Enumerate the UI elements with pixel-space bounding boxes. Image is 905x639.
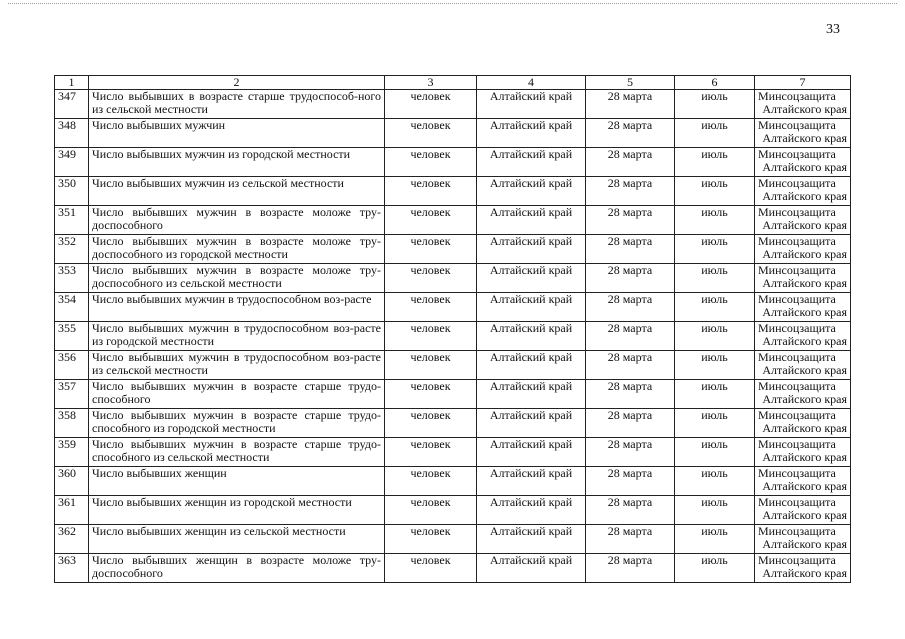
agency-cell — [755, 554, 851, 583]
unit-cell: человек — [385, 496, 477, 525]
period-cell: июль — [675, 119, 755, 148]
row-number: 361 — [55, 496, 89, 525]
date-cell: 28 марта — [586, 322, 675, 351]
agency-line: Алтайского края — [762, 247, 847, 261]
date-cell: 28 марта — [586, 235, 675, 264]
date-cell: 28 марта — [586, 554, 675, 583]
row-number: 363 — [55, 554, 89, 583]
table-row — [55, 380, 851, 409]
indicator-name: Число выбывших мужчин в возрасте моложе тру-доспособного из городской местности — [89, 235, 385, 264]
date-cell: 28 марта — [586, 148, 675, 177]
row-number: 353 — [55, 264, 89, 293]
table-row — [55, 554, 851, 583]
region-cell: Алтайский край — [477, 380, 586, 409]
unit-cell: человек — [385, 467, 477, 496]
column-header: 6 — [675, 76, 755, 90]
indicator-name: Число выбывших мужчин из городской местности — [89, 148, 385, 177]
date-cell: 28 марта — [586, 264, 675, 293]
agency-cell — [755, 148, 851, 177]
indicator-name: Число выбывших мужчин в возрасте старше трудо-способного — [89, 380, 385, 409]
table-row — [55, 90, 851, 119]
row-number: 355 — [55, 322, 89, 351]
indicator-name: Число выбывших мужчин в возрасте старше трудо-способного из сельской местности — [89, 438, 385, 467]
row-number: 352 — [55, 235, 89, 264]
agency-line: Минсоцзащита — [758, 350, 836, 364]
column-header: 5 — [586, 76, 675, 90]
indicator-name: Число выбывших женщин в возрасте моложе тру-доспособного — [89, 554, 385, 583]
date-cell: 28 марта — [586, 206, 675, 235]
row-number: 360 — [55, 467, 89, 496]
agency-cell — [755, 119, 851, 148]
date-cell: 28 марта — [586, 119, 675, 148]
date-cell: 28 марта — [586, 177, 675, 206]
column-header: 7 — [755, 76, 851, 90]
unit-cell: человек — [385, 264, 477, 293]
agency-line: Минсоцзащита — [758, 263, 836, 277]
date-cell: 28 марта — [586, 438, 675, 467]
agency-line: Минсоцзащита — [758, 379, 836, 393]
table-row — [55, 264, 851, 293]
column-header: 1 — [55, 76, 89, 90]
agency-line: Алтайского края — [762, 392, 847, 406]
date-cell: 28 марта — [586, 409, 675, 438]
period-cell: июль — [675, 235, 755, 264]
period-cell: июль — [675, 438, 755, 467]
table-row — [55, 206, 851, 235]
table-row — [55, 119, 851, 148]
region-cell: Алтайский край — [477, 264, 586, 293]
unit-cell: человек — [385, 322, 477, 351]
period-cell: июль — [675, 293, 755, 322]
region-cell: Алтайский край — [477, 119, 586, 148]
row-number: 362 — [55, 525, 89, 554]
table-row — [55, 293, 851, 322]
agency-line: Алтайского края — [762, 276, 847, 290]
agency-line: Алтайского края — [762, 508, 847, 522]
agency-line: Алтайского края — [762, 537, 847, 551]
table-row — [55, 438, 851, 467]
region-cell: Алтайский край — [477, 90, 586, 119]
date-cell: 28 марта — [586, 525, 675, 554]
row-number: 348 — [55, 119, 89, 148]
period-cell: июль — [675, 351, 755, 380]
agency-line: Алтайского края — [762, 334, 847, 348]
agency-cell — [755, 322, 851, 351]
unit-cell: человек — [385, 380, 477, 409]
indicator-name: Число выбывших в возрасте старше трудоспособ-ного из сельской местности — [89, 90, 385, 119]
agency-cell — [755, 177, 851, 206]
indicator-name: Число выбывших мужчин из сельской местности — [89, 177, 385, 206]
agency-line: Алтайского края — [762, 102, 847, 116]
unit-cell: человек — [385, 409, 477, 438]
agency-line: Алтайского края — [762, 479, 847, 493]
indicator-name: Число выбывших мужчин в возрасте моложе тру-доспособного из сельской местности — [89, 264, 385, 293]
table-row — [55, 496, 851, 525]
agency-line: Алтайского края — [762, 450, 847, 464]
region-cell: Алтайский край — [477, 438, 586, 467]
agency-line: Минсоцзащита — [758, 147, 836, 161]
indicator-name: Число выбывших мужчин — [89, 119, 385, 148]
period-cell: июль — [675, 90, 755, 119]
period-cell: июль — [675, 322, 755, 351]
row-number: 351 — [55, 206, 89, 235]
agency-cell — [755, 380, 851, 409]
table-row — [55, 235, 851, 264]
agency-cell — [755, 90, 851, 119]
agency-line: Минсоцзащита — [758, 437, 836, 451]
row-number: 347 — [55, 90, 89, 119]
period-cell: июль — [675, 380, 755, 409]
agency-line: Минсоцзащита — [758, 524, 836, 538]
agency-cell — [755, 438, 851, 467]
table-row — [55, 525, 851, 554]
indicator-name: Число выбывших женщин из городской местности — [89, 496, 385, 525]
region-cell: Алтайский край — [477, 467, 586, 496]
period-cell: июль — [675, 467, 755, 496]
unit-cell: человек — [385, 438, 477, 467]
agency-line: Минсоцзащита — [758, 321, 836, 335]
date-cell: 28 марта — [586, 293, 675, 322]
date-cell: 28 марта — [586, 467, 675, 496]
indicator-name: Число выбывших мужчин в трудоспособном воз-расте из сельской местности — [89, 351, 385, 380]
agency-line: Алтайского края — [762, 218, 847, 232]
unit-cell: человек — [385, 90, 477, 119]
region-cell: Алтайский край — [477, 554, 586, 583]
table-row — [55, 177, 851, 206]
region-cell: Алтайский край — [477, 496, 586, 525]
unit-cell: человек — [385, 554, 477, 583]
period-cell: июль — [675, 148, 755, 177]
agency-line: Алтайского края — [762, 421, 847, 435]
region-cell: Алтайский край — [477, 148, 586, 177]
period-cell: июль — [675, 177, 755, 206]
row-number: 349 — [55, 148, 89, 177]
page-number: 33 — [826, 22, 840, 37]
agency-cell — [755, 235, 851, 264]
date-cell: 28 марта — [586, 380, 675, 409]
agency-line: Алтайского края — [762, 363, 847, 377]
table-row — [55, 322, 851, 351]
indicator-name: Число выбывших мужчин в трудоспособном воз-расте — [89, 293, 385, 322]
agency-line: Минсоцзащита — [758, 292, 836, 306]
indicator-name: Число выбывших мужчин в возрасте старше трудо-способного из городской местности — [89, 409, 385, 438]
region-cell: Алтайский край — [477, 177, 586, 206]
region-cell: Алтайский край — [477, 351, 586, 380]
unit-cell: человек — [385, 177, 477, 206]
agency-line: Минсоцзащита — [758, 495, 836, 509]
agency-line: Алтайского края — [762, 189, 847, 203]
row-number: 357 — [55, 380, 89, 409]
unit-cell: человек — [385, 119, 477, 148]
agency-cell — [755, 351, 851, 380]
row-number: 359 — [55, 438, 89, 467]
period-cell: июль — [675, 409, 755, 438]
agency-line: Минсоцзащита — [758, 205, 836, 219]
unit-cell: человек — [385, 293, 477, 322]
period-cell: июль — [675, 496, 755, 525]
unit-cell: человек — [385, 525, 477, 554]
period-cell: июль — [675, 525, 755, 554]
table-row — [55, 351, 851, 380]
agency-cell — [755, 206, 851, 235]
indicator-name: Число выбывших мужчин в возрасте моложе тру-доспособного — [89, 206, 385, 235]
period-cell: июль — [675, 206, 755, 235]
statistics-table — [54, 75, 851, 583]
date-cell: 28 марта — [586, 496, 675, 525]
date-cell: 28 марта — [586, 351, 675, 380]
unit-cell: человек — [385, 235, 477, 264]
row-number: 356 — [55, 351, 89, 380]
unit-cell: человек — [385, 148, 477, 177]
agency-cell — [755, 293, 851, 322]
agency-line: Минсоцзащита — [758, 234, 836, 248]
table-row — [55, 467, 851, 496]
period-cell: июль — [675, 264, 755, 293]
agency-line: Минсоцзащита — [758, 553, 836, 567]
region-cell: Алтайский край — [477, 322, 586, 351]
agency-line: Минсоцзащита — [758, 408, 836, 422]
indicator-name: Число выбывших женщин из сельской местности — [89, 525, 385, 554]
agency-line: Алтайского края — [762, 160, 847, 174]
column-header: 2 — [89, 76, 385, 90]
unit-cell: человек — [385, 206, 477, 235]
row-number: 358 — [55, 409, 89, 438]
region-cell: Алтайский край — [477, 293, 586, 322]
agency-line: Минсоцзащита — [758, 176, 836, 190]
agency-line: Алтайского края — [762, 566, 847, 580]
agency-cell — [755, 525, 851, 554]
agency-cell — [755, 496, 851, 525]
column-header: 3 — [385, 76, 477, 90]
indicator-name: Число выбывших мужчин в трудоспособном воз-расте из городской местности — [89, 322, 385, 351]
top-rule — [8, 3, 897, 4]
agency-cell — [755, 264, 851, 293]
row-number: 350 — [55, 177, 89, 206]
agency-line: Минсоцзащита — [758, 466, 836, 480]
agency-line: Минсоцзащита — [758, 118, 836, 132]
agency-line: Алтайского края — [762, 305, 847, 319]
row-number: 354 — [55, 293, 89, 322]
region-cell: Алтайский край — [477, 409, 586, 438]
table-row — [55, 409, 851, 438]
agency-line: Минсоцзащита — [758, 89, 836, 103]
agency-cell — [755, 409, 851, 438]
indicator-name: Число выбывших женщин — [89, 467, 385, 496]
column-header: 4 — [477, 76, 586, 90]
agency-cell — [755, 467, 851, 496]
column-number-row — [55, 76, 851, 90]
region-cell: Алтайский край — [477, 206, 586, 235]
unit-cell: человек — [385, 351, 477, 380]
date-cell: 28 марта — [586, 90, 675, 119]
region-cell: Алтайский край — [477, 235, 586, 264]
region-cell: Алтайский край — [477, 525, 586, 554]
agency-line: Алтайского края — [762, 131, 847, 145]
period-cell: июль — [675, 554, 755, 583]
table-row — [55, 148, 851, 177]
